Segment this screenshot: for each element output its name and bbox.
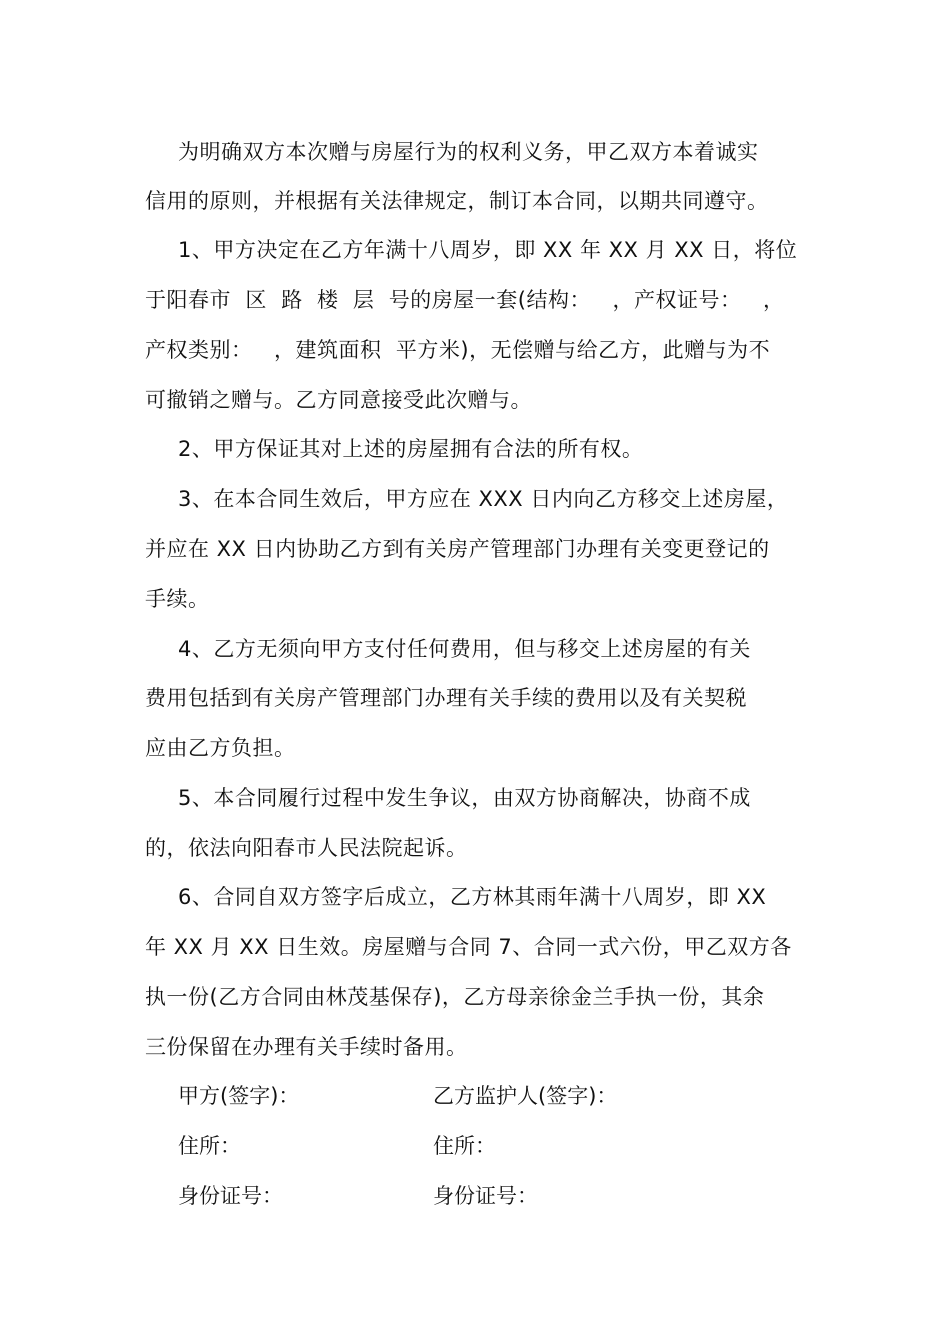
party-a-sign-label: 甲方(签字)：	[178, 1084, 300, 1108]
text-line: 执一份(乙方合同由林茂基保存)，乙方母亲徐金兰手执一份，其余	[145, 985, 765, 1009]
text-line: 1、甲方决定在乙方年满十八周岁，即 XX 年 XX 月 XX 日，将位	[178, 238, 798, 262]
text-line: 三份保留在办理有关手续时备用。	[145, 1035, 468, 1059]
text-line: 6、合同自双方签字后成立，乙方林其雨年满十八周岁，即 XX	[178, 885, 767, 909]
party-a-address-label: 住所：	[178, 1134, 241, 1158]
text-line: 信用的原则，并根据有关法律规定，制订本合同，以期共同遵守。	[145, 189, 769, 213]
text-line: 手续。	[145, 587, 210, 611]
party-a-id-label: 身份证号：	[178, 1184, 283, 1208]
text-line: 费用包括到有关房产管理部门办理有关手续的费用以及有关契税	[145, 686, 747, 710]
text-line: 应由乙方负担。	[145, 736, 296, 760]
text-line: 的，依法向阳春市人民法院起诉。	[145, 836, 468, 860]
text-line: 产权类别： ，建筑面积 平方米)，无偿赠与给乙方，此赠与为不	[145, 338, 771, 362]
text-line: 年 XX 月 XX 日生效。房屋赠与合同 7、合同一式六份，甲乙双方各	[145, 935, 792, 959]
text-line: 可撤销之赠与。乙方同意接受此次赠与。	[145, 388, 532, 412]
party-b-sign-label: 乙方监护人(签字)：	[433, 1084, 618, 1108]
text-line: 并应在 XX 日内协助乙方到有关房产管理部门办理有关变更登记的	[145, 537, 770, 561]
text-line: 4、乙方无须向甲方支付任何费用，但与移交上述房屋的有关	[178, 637, 751, 661]
party-b-id-label: 身份证号：	[433, 1184, 538, 1208]
party-b-address-label: 住所：	[433, 1134, 496, 1158]
text-line: 5、本合同履行过程中发生争议，由双方协商解决，协商不成	[178, 786, 751, 810]
text-line: 于阳春市 区 路 楼 层 号的房屋一套(结构： ，产权证号： ，	[145, 288, 785, 312]
text-line: 为明确双方本次赠与房屋行为的权利义务，甲乙双方本着诚实	[178, 140, 759, 164]
text-line: 2、甲方保证其对上述的房屋拥有合法的所有权。	[178, 437, 644, 461]
text-line: 3、在本合同生效后，甲方应在 XXX 日内向乙方移交上述房屋，	[178, 487, 789, 511]
